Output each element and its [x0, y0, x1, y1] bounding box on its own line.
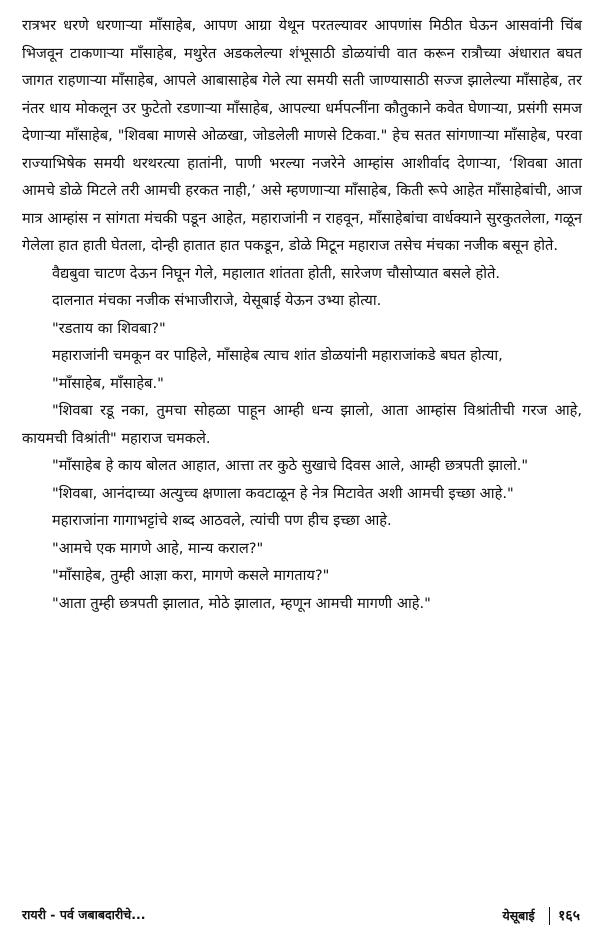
- paragraph-5: महाराजांनी चमकून वर पाहिले, माँसाहेब त्याच शांत डोळयांनी महाराजांकडे बघत होत्या,: [52, 347, 503, 364]
- paragraph-7: "शिवबा रडू नका, तुमचा सोहळा पाहून आम्ही धन्य झालो, आता आम्हांस विश्रांतीची गरज आहे, कायमची विश्रांती" महाराज चमकले.: [22, 402, 582, 447]
- paragraph-6: "माँसाहेब, माँसाहेब.": [52, 374, 164, 392]
- paragraph-4: "रडताय का शिवबा?": [52, 319, 166, 337]
- page-footer: [22, 902, 580, 928]
- footer-right: [502, 906, 580, 925]
- paragraph-12: "माँसाहेब, तुम्ही आज्ञा करा, मागणे कसले मागताय?": [52, 567, 330, 584]
- paragraph-3: दालनात मंचका नजीक संभाजीराजे, येसूबाई येऊन उभ्या होत्या.: [52, 292, 382, 309]
- book-title: रायरी - पर्व जबाबदारीचे...: [22, 907, 146, 922]
- paragraph-8: "माँसाहेब हे काय बोलत आहात, आत्ता तर कुठे सुखाचे दिवस आले, आम्ही छत्रपती झालो.": [52, 457, 529, 474]
- paragraph-13: "आता तुम्ही छत्रपती झालात, मोठे झालात, म्हणून आमची मागणी आहे.": [52, 594, 431, 612]
- page-body: [22, 12, 582, 617]
- page-number: १६५: [558, 908, 580, 924]
- paragraph-2: वैद्यबुवा चाटण देऊन निघून गेले, महालात शांतता होती, सारेजण चौसोप्यात बसले होते.: [52, 264, 501, 282]
- paragraph-10: महाराजांना गागाभट्टांचे शब्द आठवले, त्यांची पण हीच इच्छा आहे.: [52, 512, 392, 529]
- paragraph-9: "शिवबा, आनंदाच्या अत्युच्च क्षणाला कवटाळून हे नेत्र मिटावेत अशी आमची इच्छा आहे.": [52, 484, 514, 502]
- footer-divider: [549, 907, 551, 925]
- chapter-name: येसूबाई: [502, 908, 535, 923]
- paragraph-11: "आमचे एक मागणे आहे, मान्य कराल?": [52, 539, 264, 557]
- paragraph-1: रात्रभर धरणे धरणाऱ्या माँसाहेब, आपण आग्रा येथून परतल्यावर आपणांस मिठीत घेऊन आसवांनी चिंब भिजवून टाकणाऱ्या माँसाहेब, मथुरेत अडकलेल्या शंभूसाठी डोळयांची वात करून रात्रौच्या अंधारात बघत जागत राहणाऱ्या माँसाहेब, आपले आबासाहेब गेले त्या समयी सती जाण्यासाठी सज्ज झालेल्या माँसाहेब, तर नंतर धाय मोकलून उर फुटेतो रडणाऱ्या माँसाहेब, आपल्या धर्मपत्नींना कौतुकाने कवेत घेणाऱ्या, प्रसंगी समज देणाऱ्या माँसाहेब, "शिवबा माणसे ओळखा, जोडलेली माणसे टिकवा." हेच सतत सांगणाऱ्या माँसाहेब, परवा राज्याभिषेक समयी थरथरत्या हातांनी, पाणी भरल्या नजरेने आम्हांस आशीर्वाद देणाऱ्या, ‘शिवबा आता आमचे डोळे मिटले तरी आमची हरकत नाही,’ असे म्हणणाऱ्या माँसाहेब, किती रूपे आहेत माँसाहेबांची, आज मात्र आम्हांस न सांगता मंचकी पडून आहेत, महाराजांनी न राहवून, माँसाहेबांचा वार्धक्याने सुरकुतलेला, गळून गेलेला हात हाती घेतला, दोन्ही हातात हात पकडून, डोळे मिटून महाराज तसेच मंचका नजीक बसून होते.: [22, 17, 582, 254]
